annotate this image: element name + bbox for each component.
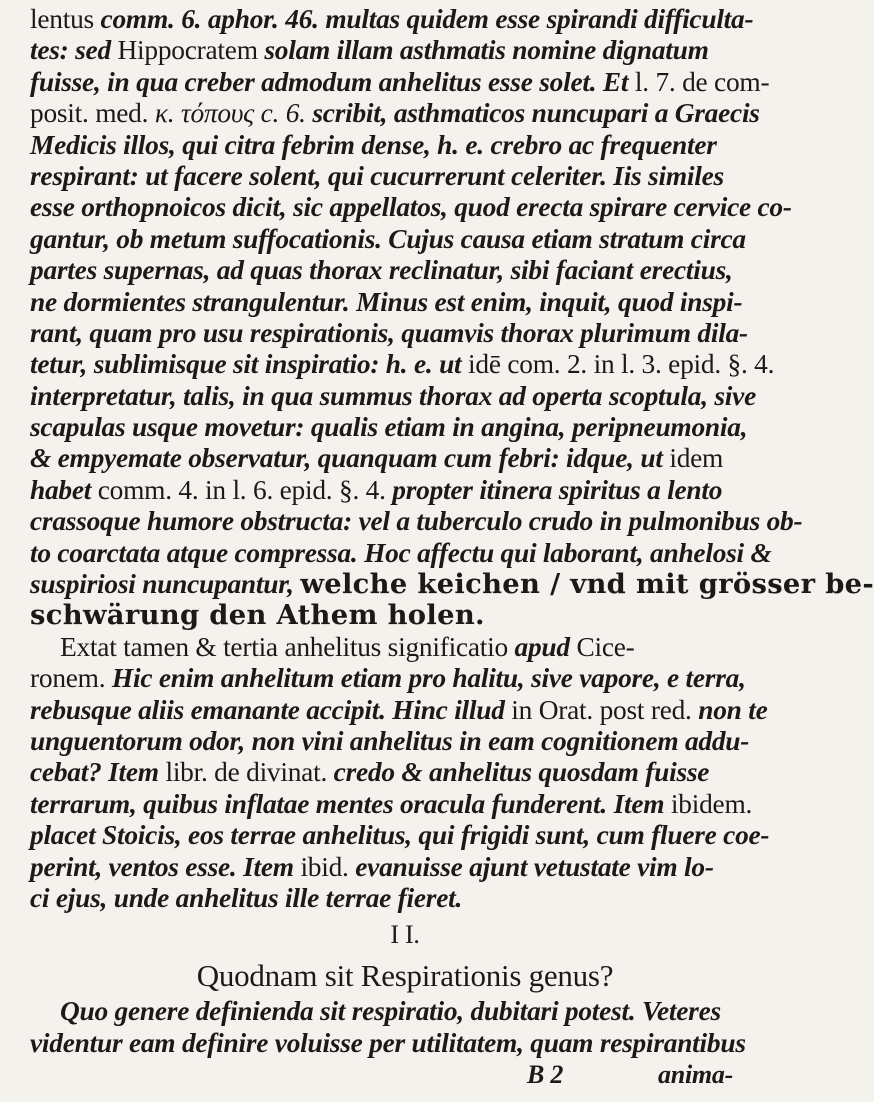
text-line-23: rebusque aliis emanante accipit. Hinc illud in Orat. post red. non te <box>30 694 768 725</box>
text-line-19: suspiriosi nuncupantur, welche keichen / vnd mit grösser be- <box>30 568 874 601</box>
text-line-26: terrarum, quibus inflatae mentes oracula funderent. Item ibidem. <box>30 788 753 819</box>
text-line-18: to coarctata atque compressa. Hoc affectu qui laborant, anhelosi & <box>30 537 772 568</box>
section-heading: Quodnam sit Respirationis genus? <box>196 958 614 994</box>
text-line-1: lentus comm. 6. aphor. 46. multas quidem esse spirandi difficulta- <box>30 4 754 34</box>
text-line-11: rant, quam pro usu respirationis, quamvis thorax plurimum dila- <box>30 317 748 348</box>
text-line-29: ci ejus, unde anhelitus ille terrae fieret. <box>30 882 463 913</box>
text-line-3: fuisse, in qua creber admodum anhelitus esse solet. Et l. 7. de com- <box>30 66 770 97</box>
text-line-6: respirant: ut facere solent, qui cucurrerunt celeriter. Iis similes <box>30 160 724 191</box>
text-line-20: schwärung den Athem holen. <box>30 599 485 632</box>
signature-mark: B 2 <box>527 1060 564 1090</box>
text-line-5: Medicis illos, qui citra febrim dense, h. e. crebro ac frequenter <box>30 129 717 160</box>
text-line-27: placet Stoicis, eos terrae anhelitus, qui frigidi sunt, cum fluere coe- <box>30 820 770 851</box>
text-line-10: ne dormientes strangulentur. Minus est enim, inquit, quod inspi- <box>30 286 743 317</box>
text-line-21: Extat tamen & tertia anhelitus significatio apud Cice- <box>60 631 635 662</box>
text-line-12: tetur, sublimisque sit inspiratio: h. e. ut idē com. 2. in l. 3. epid. §. 4. <box>30 349 775 380</box>
text-line-25: cebat? Item libr. de divinat. credo & anhelitus quosdam fuisse <box>30 757 710 788</box>
text-line-2: tes: sed Hippocratem solam illam asthmatis nomine dignatum <box>30 35 709 66</box>
catchword: anima- <box>658 1060 734 1090</box>
text-line-30: Quo genere definienda sit respiratio, dubitari potest. Veteres <box>60 996 721 1027</box>
text-line-28: perint, ventos esse. Item ibid. evanuisse ajunt vetustate vim lo- <box>30 851 714 882</box>
text-line-24: unguentorum odor, non vini anhelitus in eam cognitionem addu- <box>30 725 750 756</box>
text-line-31: videntur eam definire voluisse per utilitatem, quam respirantibus <box>30 1027 746 1058</box>
text-line-8: gantur, ob metum suffocationis. Cujus causa etiam stratum circa <box>30 223 746 254</box>
page-footer <box>30 1059 780 1093</box>
text-line-9: partes supernas, ad quas thorax reclinatur, sibi faciant erectius, <box>30 255 733 286</box>
text-line-4: posit. med. κ. τόπους c. 6. scribit, asthmaticos nuncupari a Graecis <box>30 98 760 129</box>
section-number: I I. <box>390 920 420 950</box>
text-line-14: scapulas usque movetur: qualis etiam in angina, peripneumonia, <box>30 412 748 443</box>
text-line-15: & empyemate observatur, quanquam cum febri: idque, ut idem <box>30 443 724 474</box>
text-line-7: esse orthopnoicos dicit, sic appellatos, quod erecta spirare cervice co- <box>30 192 792 223</box>
text-line-17: crassoque humore obstructa: vel a tuberculo crudo in pulmonibus ob- <box>30 506 803 537</box>
text-line-22: ronem. Hic enim anhelitum etiam pro halitu, sive vapore, e terra, <box>30 663 746 694</box>
body-text <box>30 4 874 1093</box>
text-line-16: habet comm. 4. in l. 6. epid. §. 4. propter itinera spiritus a lento <box>30 474 723 505</box>
text-line-13: interpretatur, talis, in qua summus thorax ad operta scoptula, sive <box>30 380 756 411</box>
